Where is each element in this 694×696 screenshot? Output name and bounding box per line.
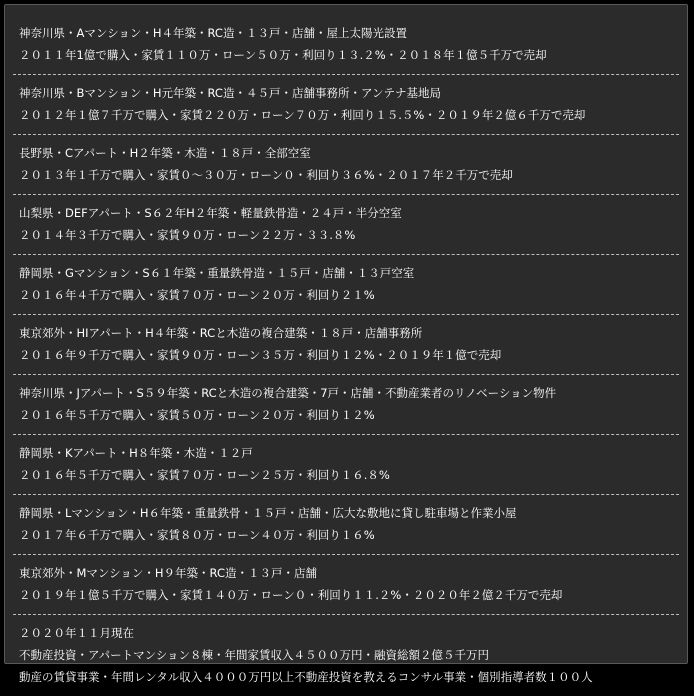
property-details: 静岡県・Lマンション・H６年築・重量鉄骨・１５戸・店舗・広大な敷地に貸し駐車場と作業小屋	[19, 506, 517, 520]
property-entry-a	[13, 15, 679, 75]
content-panel	[4, 4, 688, 684]
property-entry-j	[13, 375, 679, 435]
property-entry-g	[13, 255, 679, 315]
property-entry-b	[13, 75, 679, 135]
property-entry-k	[13, 435, 679, 495]
property-financials: ２０１７年６千万で購入・家賃８０万・ローン４０万・利回り１６%	[19, 528, 375, 542]
summary-business: 動産の賃貸事業・年間レンタル収入４０００万円以上不動産投資を教えるコンサル事業・個別指導者数１００人	[19, 670, 593, 684]
property-entry-hi	[13, 315, 679, 375]
property-financials: ２０１２年１億７千万で購入・家賃２２０万・ローン７０万・利回り１５.５%・２０１９年２億６千万で売却	[19, 108, 586, 122]
property-financials: ２０１６年５千万で購入・家賃５０万・ローン２０万・利回り１２%	[19, 408, 375, 422]
property-financials: ２０１６年４千万で購入・家賃７０万・ローン２０万・利回り２１%	[19, 288, 375, 302]
property-details: 神奈川県・Bマンション・H元年築・RC造・４５戸・店舗事務所・アンテナ基地局	[19, 86, 442, 100]
property-details: 東京郊外・Mマンション・H９年築・RC造・１３戸・店舗	[19, 566, 317, 580]
summary-date: ２０２０年１１月現在	[19, 626, 134, 640]
summary-entry	[13, 615, 679, 696]
property-details: 静岡県・Gマンション・S６１年築・重量鉄骨造・１５戸・店舗・１３戸空室	[19, 266, 415, 280]
property-financials: ２０１６年９千万で購入・家賃９０万・ローン３５万・利回り１２%・２０１９年１億で売却	[19, 348, 502, 362]
property-financials: ２０１１年1億で購入・家賃１１０万・ローン５０万・利回り１３.２%・２０１８年１億５千万で売却	[19, 48, 547, 62]
property-entry-l	[13, 495, 679, 555]
property-entry-m	[13, 555, 679, 615]
property-details: 神奈川県・Jアパート・S５９年築・RCと木造の複合建築・7戸・店舗・不動産業者のリノベーション物件	[19, 386, 557, 400]
summary-investment: 不動産投資・アパートマンション８棟・年間家賃収入４５００万円・融資総額２億５千万円	[19, 648, 490, 662]
property-financials: ２０１６年５千万で購入・家賃７０万・ローン２５万・利回り１６.８%	[19, 468, 390, 482]
property-details: 山梨県・DEFアパート・S６２年H２年築・軽量鉄骨造・２４戸・半分空室	[19, 206, 402, 220]
property-details: 静岡県・Kアパート・H８年築・木造・１２戸	[19, 446, 253, 460]
property-financials: ２０１９年１億５千万で購入・家賃１４０万・ローン０・利回り１１.２%・２０２０年２億２千万で売却	[19, 588, 563, 602]
property-financials: ２０１４年３千万で購入・家賃９０万・ローン２２万・３３.８%	[19, 228, 356, 242]
property-financials: ２０１３年１千万で購入・家賃０～３０万・ローン０・利回り３６%・２０１７年２千万で売却	[19, 168, 513, 182]
property-entry-def	[13, 195, 679, 255]
property-entry-c	[13, 135, 679, 195]
property-details: 長野県・Cアパート・H２年築・木造・１８戸・全部空室	[19, 146, 311, 160]
property-details: 神奈川県・Aマンション・H４年築・RC造・１３戸・店舗・屋上太陽光設置	[19, 26, 407, 40]
property-details: 東京郊外・HIアパート・H４年築・RCと木造の複合建築・１８戸・店舗事務所	[19, 326, 423, 340]
